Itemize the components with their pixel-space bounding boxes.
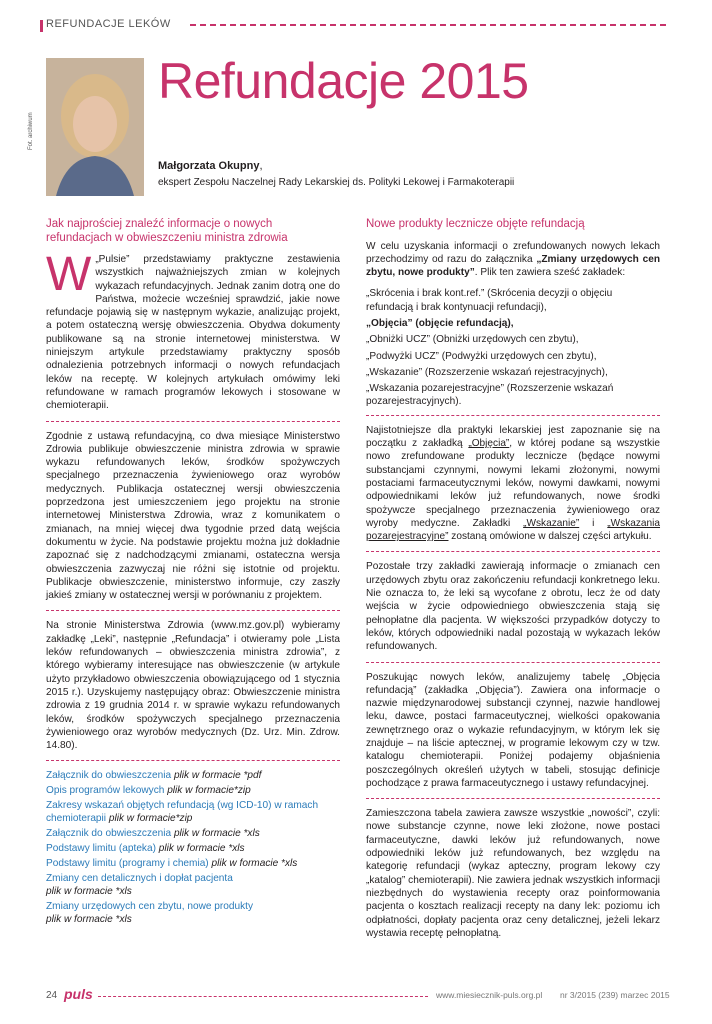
file-format: plik w formacie *xls	[173, 828, 260, 840]
article-title: Refundacje 2015	[158, 53, 529, 109]
right-paragraph-5: Zamieszczona tabela zawiera zawsze wszystkie „nowości”, czyli: nowe substancje czynne, nowe leki złożone, nowe postaci farmaceutyczne, dawki leków już refundowanych, nowe odpowiedniki leków już refundowanych, bez względu na kategorię refundacji (wykaz apteczny, program lekowy czy „katalog” chemioterapii). Nie zawiera jednak wszystkich informacji niezbędnych do wystawienia recepty oraz poinformowania pacjenta o kosztach realizacji recepty na dany lek: poziomu ich odpłatności, dopłaty pacjenta oraz ceny detalicznej, jeżeli lekarz wystawia receptę pełnopłatną.	[366, 808, 660, 939]
right-paragraph-4: Poszukując nowych leków, analizujemy tabelę „Objęcia refundacją” (zakładka „Objęcia”). Zawiera ona informacje o nazwie międzynarodowej substancji czynnej, nazwie handlowej leku, dawce, postaci farmaceutycznej, wielkości opakowania zewnętrznego oraz o wykazie refundacyjnym, w którym lek się znajduje – na liście aptecznej, w programie lekowym czy w tzw. katalogu chemioterapii. Poniżej podajemy objaśnienia poszczególnych określeń użytych w tabeli, stosując definicje pochodzące z prawa farmaceutycznego i ustawy refundacyjnej.	[366, 671, 660, 789]
left-column	[46, 218, 340, 928]
section-label: REFUNDACJE LEKÓW	[46, 18, 171, 30]
page-number: 24	[46, 990, 58, 1001]
portrait-image	[46, 58, 144, 196]
divider	[46, 760, 340, 761]
divider	[366, 662, 660, 663]
attachment-item[interactable]	[46, 827, 340, 840]
author-line	[158, 160, 263, 172]
author-suffix: ,	[259, 160, 263, 172]
file-format: plik w formacie*zip	[108, 813, 193, 825]
tab-item: „Skrócenia i brak kont.ref.” (Skrócenia decyzji o objęciu refundacją i brak kontynuacji refundacji),	[366, 288, 613, 313]
attachment-item[interactable]	[46, 842, 340, 855]
right-paragraph-2	[366, 424, 660, 544]
attachment-link[interactable]: Opis programów lekowych	[46, 785, 165, 797]
left-paragraph-1-text: „Pulsie” przedstawiamy praktyczne zestawienia wszystkich najważniejszych zmian w kolejnych wykazach refundacyjnych. Jednak zanim dotrą one do Państwa, możecie wcześniej sprawdzić, jakie nowe refundacje pojawią się w następnym wykazie, analizując projekt, a potem ostateczną wersję obwieszczenia. Obydwa dokumenty publikowane są na stronie internetowej ministerstwa. W niniejszym artykule przedstawiamy praktyczny sposób odnalezienia potrzebnych informacji o nowych refundacjach leków na receptę. W kolejnych artykułach omówimy leki refundowane w ramach programów lekowych i stosowane w chemioterapii.	[46, 254, 340, 412]
attachment-name: „Zmiany urzędowych cen zbytu, nowe produkty”	[366, 253, 660, 279]
attachment-link[interactable]: Podstawy limitu (programy i chemia)	[46, 858, 209, 870]
dropcap: W	[46, 248, 92, 301]
file-format: plik w formacie*zip	[167, 785, 251, 797]
attachment-item[interactable]	[46, 872, 340, 898]
attachment-list	[46, 769, 340, 926]
tab-reference: „Objęcia”	[468, 438, 510, 450]
tab-item: „Obniżki UCZ” (Obniżki urzędowych cen zbytu),	[366, 334, 579, 346]
file-format: plik w formacie *xls	[46, 886, 132, 898]
attachment-link[interactable]: Podstawy limitu (apteka)	[46, 843, 156, 855]
file-format: plik w formacie *pdf	[173, 770, 262, 782]
text: , w której podane są wszystkie nowo zrefundowane produkty lecznicze (będące nowymi substancjami czynnymi, nowymi lekami złożonymi, nowymi postaciami farmaceutycznymi leków, nowymi dawkami, nowymi odpowiednikami leków już refundowanych, nowe środki spożywcze specjalnego przeznaczenia żywieniowego oraz wyroby medyczne. Zakładki	[366, 438, 661, 529]
tab-reference: „Wskazania pozarejestracyjne”	[366, 517, 661, 543]
attachment-link[interactable]: Zmiany cen detalicznych i dopłat pacjenta	[46, 873, 233, 885]
footer-issue: nr 3/2015 (239) marzec 2015	[560, 990, 670, 1000]
left-heading: Jak najprościej znaleźć informacje o nowych refundacjach w obwieszczeniu ministra zdrowia	[46, 218, 288, 244]
author-name: Małgorzata Okupny	[158, 160, 260, 172]
divider	[366, 415, 660, 416]
attachment-item[interactable]	[46, 784, 340, 797]
tab-item-bold: „Objęcia” (objęcie refundacją),	[366, 317, 514, 329]
left-paragraph-3: Na stronie Ministerstwa Zdrowia (www.mz.gov.pl) wybieramy zakładkę „Leki”, następnie „Refundacja” i otwieramy pole „Lista leków refundowanych – obwieszczenia ministra zdrowia”, z którego wybieramy interesujące nas obwieszczenie (w artykule użyto przykładowo obwieszczenia obowiązującego od 1 stycznia 2015 r.). Uzyskujemy następujący obraz: Obwieszczenie ministra zdrowia z 19 grudnia 2014 r. w sprawie wykazu refundowanych leków, środków spożywczych specjalnego przeznaczenia żywieniowego oraz wyrobów medycznych (Dz. Urz. Min. Zdrow. 14.80).	[46, 620, 340, 752]
text: . Plik ten zawiera sześć zakładek:	[474, 267, 626, 279]
attachment-link[interactable]: Załącznik do obwieszczenia	[46, 770, 172, 782]
author-photo	[46, 58, 144, 196]
tab-item: „Podwyżki UCZ” (Podwyżki urzędowych cen zbytu),	[366, 350, 597, 362]
tab-item: „Wskazanie” (Rozszerzenie wskazań rejestracyjnych),	[366, 366, 608, 378]
left-paragraph-1	[46, 248, 340, 413]
attachment-link[interactable]: Załącznik do obwieszczenia	[46, 828, 172, 840]
right-column	[366, 218, 660, 948]
file-format: plik w formacie *xls	[46, 914, 132, 926]
file-format: plik w formacie *xls	[158, 843, 245, 855]
tab-reference: „Wskazanie”	[523, 517, 580, 529]
attachment-item[interactable]	[46, 857, 340, 870]
text: W celu uzyskania informacji o zrefundowanych nowych lekach przechodzimy od razu do załącznika	[366, 240, 660, 265]
text: zostaną omówione w dalszej części artykułu.	[448, 531, 652, 543]
footer-rule	[98, 996, 428, 997]
magazine-logo: puls	[64, 986, 93, 1002]
tab-list	[366, 287, 660, 408]
footer-url[interactable]: www.miesiecznik-puls.org.pl	[436, 990, 543, 1000]
right-paragraph-3: Pozostałe trzy zakładki zawierają informacje o zmianach cen urzędowych zbytu oraz zakończeniu refundacji konkretnego leku. Nie oznacza to, że leki są wycofane z obrotu, lecz że od daty wejścia w życie odpowiedniego obwieszczenia stają się pełnopłatne dla pacjenta. W większości przypadków dotyczy to leków, których odpowiedniki nadal pozostają w wykazach leków refundowanych.	[366, 561, 660, 653]
attachment-link[interactable]: Zmiany urzędowych cen zbytu, nowe produkty	[46, 901, 254, 913]
text: i	[579, 517, 608, 529]
left-paragraph-2: Zgodnie z ustawą refundacyjną, co dwa miesiące Ministerstwo Zdrowia publikuje obwieszczenie ministra zdrowia w sprawie wykazu refundowanych leków, środków spożywczych specjalnego przeznaczenia żywieniowego oraz wyrobów medycznych. Publikacja ostatecznej wersji obwieszczenia poprzedzona jest umieszczeniem jego projektu na stronie internetowej Ministerstwa Zdrowia, wraz z komunikatem o zmianach, na mniej więcej dwa tygodnie przed datą wejścia dokumentu w życie. Na podstawie projektu można już dokładnie zapoznać się z nadchodzącymi zmianami, ostateczna wersja obwieszczenia zazwyczaj nie różni się istotnie od projektu. Publikacje obwieszczenie, ministerstwo informuje, czy zaszły jakieś zmiany w ostatecznej wersji w porównaniu z projektem.	[46, 430, 340, 602]
attachment-link[interactable]: Zakresy wskazań objętych refundacją (wg ICD-10) w ramach chemioterapii	[46, 800, 319, 825]
attachment-item[interactable]	[46, 799, 340, 825]
right-heading: Nowe produkty lecznicze objęte refundacją	[366, 218, 585, 230]
tab-item	[366, 317, 660, 330]
section-marker	[40, 20, 43, 32]
file-format: plik w formacie *xls	[211, 858, 298, 870]
divider	[366, 798, 660, 799]
tab-item: „Wskazania pozarejestracyjne” (Rozszerzenie wskazań pozarejestracyjnych).	[366, 383, 614, 408]
divider	[366, 551, 660, 552]
text: Najistotniejsze dla praktyki lekarskiej jest zapoznanie się na początku z zakładką	[366, 424, 660, 450]
attachment-item[interactable]	[46, 900, 340, 926]
photo-credit: Fot. archiwum	[28, 112, 34, 150]
attachment-item[interactable]	[46, 769, 340, 782]
author-affiliation: ekspert Zespołu Naczelnej Rady Lekarskiej ds. Polityki Lekowej i Farmakoterapii	[158, 177, 515, 188]
divider	[46, 421, 340, 422]
divider	[46, 610, 340, 611]
right-paragraph-1	[366, 240, 660, 280]
header-rule	[190, 24, 666, 26]
